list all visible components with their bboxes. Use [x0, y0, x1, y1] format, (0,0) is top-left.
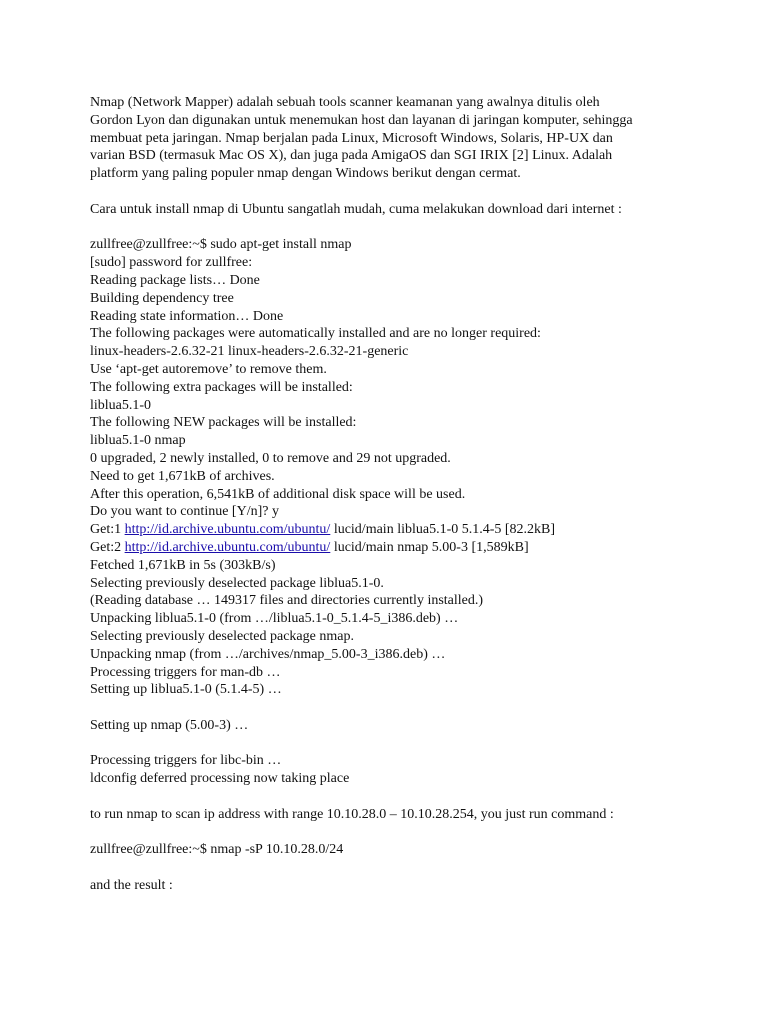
- archive-link-2[interactable]: http://id.archive.ubuntu.com/ubuntu/: [124, 539, 331, 555]
- intro-line: platform yang paling populer nmap dengan Windows berikut dengan cermat.: [90, 166, 521, 182]
- get2-prefix: Get:2: [90, 539, 125, 555]
- spacer: [90, 824, 730, 842]
- log-line: Setting up liblua5.1-0 (5.1.4-5) …: [90, 682, 282, 698]
- intro-line: Gordon Lyon dan digunakan untuk menemukan host dan layanan di jaringan komputer, sehingga: [90, 112, 633, 128]
- log-line: Fetched 1,671kB in 5s (303kB/s): [90, 557, 276, 573]
- intro-line: varian BSD (termasuk Mac OS X), dan juga pada AmigaOS dan SGI IRIX [2] Linux. Adalah: [90, 148, 613, 164]
- spacer: [90, 699, 730, 717]
- log-line: Building dependency tree: [90, 290, 234, 306]
- scan-command: zullfree@zullfree:~$ nmap -sP 10.10.28.0/24: [90, 842, 344, 858]
- document-page: [90, 94, 730, 895]
- log-line: Processing triggers for libc-bin …: [90, 753, 282, 769]
- log-line: Selecting previously deselected package nmap.: [90, 628, 354, 644]
- log-line: The following extra packages will be installed:: [90, 379, 353, 395]
- log-line: [sudo] password for zullfree:: [90, 255, 253, 271]
- spacer: [90, 183, 730, 201]
- log-line: Selecting previously deselected package liblua5.1-0.: [90, 575, 384, 591]
- get2-suffix: lucid/main nmap 5.00-3 [1,589kB]: [330, 539, 529, 555]
- log-line: Unpacking liblua5.1-0 (from …/liblua5.1-0_5.1.4-5_i386.deb) …: [90, 611, 459, 627]
- install-intro: Cara untuk install nmap di Ubuntu sangatlah mudah, cuma melakukan download dari internet :: [90, 201, 622, 217]
- log-line: Setting up nmap (5.00-3) …: [90, 717, 249, 733]
- get1-suffix: lucid/main liblua5.1-0 5.1.4-5 [82.2kB]: [330, 522, 556, 538]
- log-line: liblua5.1-0: [90, 397, 152, 413]
- log-line: zullfree@zullfree:~$ sudo apt-get install nmap: [90, 237, 352, 253]
- log-line: Do you want to continue [Y/n]? y: [90, 504, 279, 520]
- log-line: Reading package lists… Done: [90, 272, 260, 288]
- intro-paragraph: [90, 94, 730, 183]
- spacer: [90, 788, 730, 806]
- log-line: After this operation, 6,541kB of additional disk space will be used.: [90, 486, 466, 502]
- scan-intro: to run nmap to scan ip address with range 10.10.28.0 – 10.10.28.254, you just run command :: [90, 806, 614, 822]
- log-line: linux-headers-2.6.32-21 linux-headers-2.6.32-21-generic: [90, 344, 409, 360]
- spacer: [90, 859, 730, 877]
- log-line: Reading state information… Done: [90, 308, 284, 324]
- result-label: and the result :: [90, 878, 173, 894]
- log-line: Unpacking nmap (from …/archives/nmap_5.00-3_i386.deb) …: [90, 646, 446, 662]
- log-line-get1: [90, 521, 730, 539]
- log-line: (Reading database … 149317 files and directories currently installed.): [90, 593, 484, 609]
- log-line: 0 upgraded, 2 newly installed, 0 to remove and 29 not upgraded.: [90, 450, 451, 466]
- log-line: Need to get 1,671kB of archives.: [90, 468, 275, 484]
- intro-line: membuat peta jaringan. Nmap berjalan pada Linux, Microsoft Windows, Solaris, HP-UX dan: [90, 130, 613, 146]
- log-line: ldconfig deferred processing now taking place: [90, 771, 350, 787]
- log-line: The following packages were automatically installed and are no longer required:: [90, 326, 541, 342]
- spacer: [90, 219, 730, 237]
- log-line: Processing triggers for man-db …: [90, 664, 281, 680]
- spacer: [90, 735, 730, 753]
- install-log: [90, 236, 730, 788]
- log-line-get2: [90, 539, 730, 557]
- log-line: Use ‘apt-get autoremove’ to remove them.: [90, 361, 327, 377]
- log-line: The following NEW packages will be installed:: [90, 415, 357, 431]
- intro-line: Nmap (Network Mapper) adalah sebuah tools scanner keamanan yang awalnya ditulis oleh: [90, 95, 600, 110]
- log-line: liblua5.1-0 nmap: [90, 433, 186, 449]
- archive-link-1[interactable]: http://id.archive.ubuntu.com/ubuntu/: [124, 522, 331, 538]
- get1-prefix: Get:1: [90, 522, 125, 538]
